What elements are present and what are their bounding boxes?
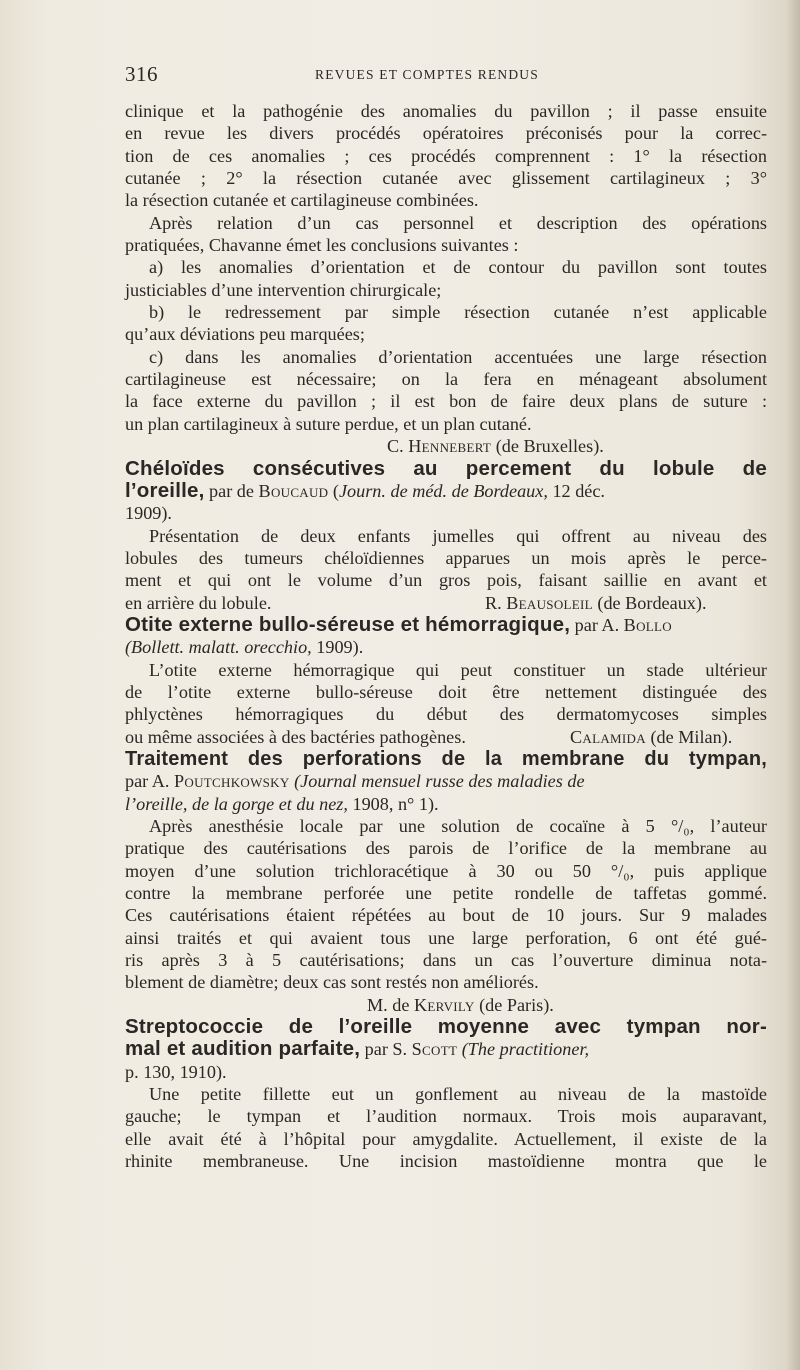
journal-name: (The practitioner, [461, 1039, 590, 1060]
article-title: Chéloïdes consécutives au percement du lobule de [125, 456, 767, 480]
article-year: 1909). [125, 503, 172, 524]
text-line: en arrière du lobule. R. Beausoleil (de Bordeaux). [125, 592, 707, 613]
page-number: 316 [125, 62, 158, 86]
text-line: la face externe du pavillon ; il est bon de faire deux plans de suture : [125, 391, 767, 412]
text-line: pratique des cautérisations des parois de l’orifice de la membrane au [125, 838, 767, 859]
text-line: cartilagineuse est nécessaire; on la fera en ménageant absolument [125, 369, 767, 390]
journal-name: Journ. de méd. de Bordeaux, [338, 480, 548, 501]
article-author: Scott [411, 1039, 458, 1060]
reviewer-signature [125, 435, 767, 457]
text-line: tion de ces anomalies ; ces procédés comprennent : 1° la résection [125, 145, 767, 166]
article-author: Bollo [623, 614, 672, 635]
text-line: contre la membrane perforée une petite rondelle de taffetas gommé. [125, 883, 767, 904]
running-head: REVUES ET COMPTES RENDUS [315, 67, 539, 82]
reviewer-signature: M. de Kervily (de Paris). [367, 994, 554, 1015]
reviewer-name: Kervily [413, 994, 475, 1015]
journal-name: (Bollett. malatt. orecchio, [125, 637, 312, 658]
text-line: ou même associées à des bactéries pathogènes. Calamida (de Milan). [125, 726, 733, 747]
article-journal: l’oreille, de la gorge et du nez, 1908, n° 1). [125, 793, 439, 814]
text-line: phlyctènes hémorragiques du début des dermatomycoses simples [125, 704, 767, 725]
text-line: justiciables d’une intervention chirurgicale; [125, 279, 442, 300]
text-line: Après anesthésie locale par une solution de cocaïne à 5 °/₀, l’auteur [149, 816, 767, 836]
text-line: blement de diamètre; deux cas sont restés non améliorés. [125, 972, 539, 993]
reviewer-name: Beausoleil [506, 592, 593, 613]
text-line: rhinite membraneuse. Une incision mastoïdienne montra que le [125, 1151, 767, 1172]
text-line: ris après 3 à 5 cautérisations; dans un cas l’ouverture diminua nota- [125, 950, 767, 971]
reviewer-place: (de Bruxelles). [491, 436, 604, 457]
article-text [125, 100, 767, 1173]
text-line: pratiquées, Chavanne émet les conclusions suivantes : [125, 235, 519, 256]
text-line: c) dans les anomalies d’orientation accentuées une large résection [149, 346, 767, 367]
text-line: elle avait été à l’hôpital pour amygdalite. Actuellement, il existe de la [125, 1128, 767, 1149]
text-line: lobules des tumeurs chéloïdiennes apparues un mois après le perce- [125, 547, 767, 568]
article-ref: p. 130, 1910). [125, 1061, 227, 1082]
reviewer-signature: Calamida (de Milan). [570, 726, 733, 747]
article-title-cont: l’oreille, par de Boucaud (Journ. de méd. de Bordeaux, 12 déc. [125, 478, 605, 502]
article-title-cont: mal et audition parfaite, par S. Scott (The practitioner, [125, 1037, 590, 1061]
text-line: Après relation d’un cas personnel et description des opérations [149, 212, 767, 233]
text-line: Une petite fillette eut un gonflement au niveau de la mastoïde [149, 1084, 767, 1105]
article-journal: (Bollett. malatt. orecchio, 1909). [125, 637, 364, 658]
text-line: moyen d’une solution trichloracétique à 30 ou 50 °/₀, puis applique [125, 860, 767, 881]
reviewer-initial: C. [387, 436, 409, 457]
text-line: qu’aux déviations peu marquées; [125, 324, 365, 345]
text-line: a) les anomalies d’orientation et de contour du pavillon sont toutes [149, 257, 767, 278]
journal-name: (Journal mensuel russe des maladies de [294, 771, 585, 792]
text-line: un plan cartilagineux à suture perdue, et un plan cutané. [125, 413, 532, 434]
article-author: Poutchkowsky [174, 771, 290, 792]
text-line: ment et qui ont le volume d’un gros pois, faisant saillie en avant et [125, 570, 767, 591]
article-title: Streptococcie de l’oreille moyenne avec tympan nor- [125, 1015, 767, 1039]
text-line: b) le redressement par simple résection cutanée n’est applicable [149, 302, 767, 323]
text-line: clinique et la pathogénie des anomalies du pavillon ; il passe ensuite [125, 101, 767, 121]
text-line: cutanée ; 2° la résection cutanée avec glissement cartilagineux ; 3° [125, 168, 767, 189]
text-line: de l’otite externe bullo-séreuse doit être nettement distinguée des [125, 681, 767, 702]
page-edge-shadow [786, 0, 800, 1370]
text-line: gauche; le tympan et l’audition normaux. Trois mois auparavant, [125, 1106, 767, 1127]
text-line: L’otite externe hémorragique qui peut constituer un stade ultérieur [149, 659, 767, 680]
article-title: Otite externe bullo-séreuse et hémorragique, par A. Bollo [125, 612, 672, 636]
reviewer-signature: R. Beausoleil (de Bordeaux). [485, 592, 707, 613]
article-byline: par A. Poutchkowsky (Journal mensuel russe des maladies de [125, 771, 585, 792]
text-line: la résection cutanée et cartilagineuse combinées. [125, 190, 479, 211]
article-author: Boucaud [258, 480, 329, 501]
text-line: Présentation de deux enfants jumelles qui offrent au niveau des [149, 525, 767, 546]
article-title: Traitement des perforations de la membrane du tympan, [125, 747, 767, 770]
text-line: en revue les divers procédés opératoires préconisés pour la correc- [125, 123, 767, 144]
reviewer-name: Calamida [570, 726, 646, 747]
text-line: Ces cautérisations étaient répétées au bout de 10 jours. Sur 9 malades [125, 905, 767, 926]
reviewer-name: Hennebert [408, 436, 492, 457]
text-line: ainsi traités et qui avaient tous une large perforation, 6 ont été gué- [125, 927, 767, 948]
page-header [125, 62, 765, 86]
